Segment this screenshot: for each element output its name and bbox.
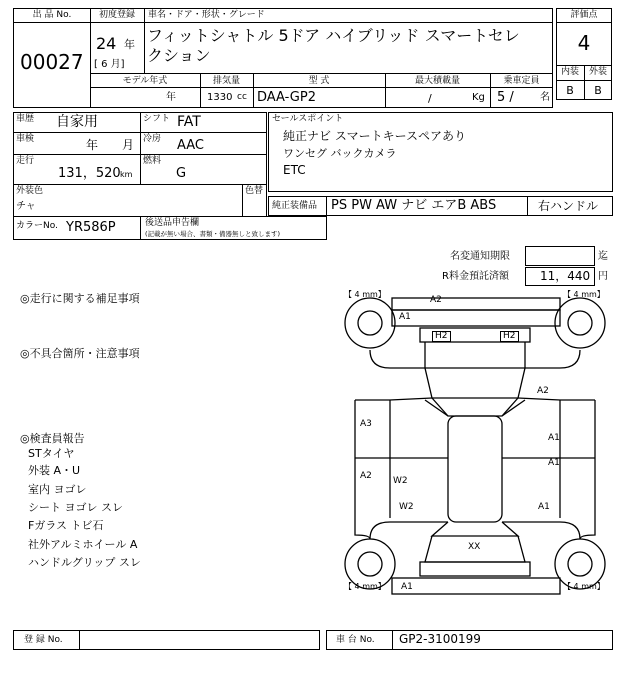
damage-mark: A1 <box>399 312 411 322</box>
wheel-front-left <box>345 298 395 348</box>
ac: AAC <box>177 138 204 153</box>
car-name: フィットシャトル 5ドア ハイブリッド スマートセレクション <box>147 26 520 65</box>
chassis-no: GP2-3100199 <box>399 632 481 646</box>
inspector-report-title: ◎検査員報告 <box>20 432 85 445</box>
displacement: 1330 <box>207 92 233 103</box>
damage-mark: XX <box>468 542 481 552</box>
shift-label: シフト <box>143 114 171 124</box>
registration-no-label: 登 録 No. <box>24 635 63 645</box>
fuel: G <box>176 166 187 181</box>
damage-mark: A1 <box>538 502 550 512</box>
sales-points-label: セールスポイント <box>272 114 344 124</box>
ac-label: 冷房 <box>143 134 162 144</box>
color-label: 外装色 <box>16 186 44 196</box>
max-load-label: 最大積載量 <box>414 76 460 86</box>
equipment: PS PW AW ナビ エアB ABS <box>331 198 497 213</box>
recycle-unit: 円 <box>598 271 608 282</box>
model-year-label: モデル年式 <box>122 76 168 86</box>
wheel-front-right <box>555 298 605 348</box>
color: チャ <box>16 201 36 212</box>
steering: 右ハンドル <box>538 199 599 213</box>
damage-mark: H2 <box>500 331 519 342</box>
damage-mark: H2 <box>432 331 451 342</box>
recycle-amount: 11，440 <box>540 269 591 283</box>
inspector-item: 室内 ヨゴレ <box>28 483 87 496</box>
tire-tread-rr: 【 4 mm】 <box>563 582 605 591</box>
color-no-label: カラーNo. <box>16 221 58 231</box>
first-reg-year: 24 <box>96 34 117 53</box>
inspector-item: STタイヤ <box>28 447 75 460</box>
interior-label: 内装 <box>560 67 579 77</box>
shaken-month-unit: 月 <box>122 138 135 152</box>
wheel-rear-right <box>555 539 605 589</box>
inspector-item: Fガラス トビ石 <box>28 519 104 532</box>
shaken-year-unit: 年 <box>86 138 99 152</box>
damage-mark: A2 <box>360 471 372 481</box>
displacement-label: 排気量 <box>212 76 240 86</box>
type-label: 型 式 <box>308 76 330 86</box>
score-label: 評価点 <box>570 10 598 20</box>
inspector-item: シート ヨゴレ スレ <box>28 501 123 514</box>
shift: FAT <box>177 114 201 130</box>
chassis-no-label: 車 台 No. <box>336 635 375 645</box>
equipment-label: 純正装備品 <box>272 201 318 211</box>
mileage: 131，520 <box>58 166 121 181</box>
shaken-label: 車検 <box>16 134 35 144</box>
first-reg-month: [ 6 月] <box>94 59 125 70</box>
late-docs-label: 後送品申告欄 <box>145 218 200 228</box>
mileage-unit: km <box>120 170 133 179</box>
mileage-label: 走行 <box>16 156 35 166</box>
capacity: 5 / <box>497 90 514 105</box>
inspector-item: 外装 A・U <box>28 464 81 477</box>
car-name-label: 車名・ドア・形状・グレード <box>148 10 265 20</box>
inspector-item: ハンドルグリップ スレ <box>28 556 141 569</box>
damage-mark: A2 <box>537 386 549 396</box>
capacity-unit: 名 <box>540 92 550 103</box>
damage-mark: W2 <box>399 502 414 512</box>
usage: 自家用 <box>56 114 98 130</box>
defects-notes-title: ◎不具合箇所・注意事項 <box>20 347 140 360</box>
max-load-unit: Kg <box>472 92 485 103</box>
sales-point-3: ETC <box>283 163 306 177</box>
lot-number: 00027 <box>20 50 84 74</box>
inspector-item: 社外アルミホイール A <box>28 538 138 551</box>
name-change-label: 名変通知期限 <box>450 251 510 262</box>
wheel-rear-left <box>345 539 395 589</box>
damage-mark: A1 <box>401 582 413 592</box>
late-docs-note: (記載が無い場合、書類・備器無しと致します) <box>145 230 281 238</box>
color-cell <box>13 184 267 217</box>
interior-grade: B <box>566 84 574 97</box>
model-year-unit: 年 <box>166 92 176 103</box>
tire-tread-rl: 【 4 mm】 <box>344 582 386 591</box>
sales-point-2: ワンセグ バックカメラ <box>283 147 397 160</box>
name-change-unit: 迄 <box>598 251 608 262</box>
damage-mark: A1 <box>548 458 560 468</box>
damage-mark: A3 <box>360 419 372 429</box>
type-value: DAA-GP2 <box>257 90 316 105</box>
score: 4 <box>577 31 591 55</box>
driving-notes-title: ◎走行に関する補足事項 <box>20 292 140 305</box>
first-reg-year-unit: 年 <box>124 38 135 51</box>
damage-mark: A2 <box>430 295 442 305</box>
capacity-label: 乗車定員 <box>503 76 540 86</box>
tire-tread-fl: 【 4 mm】 <box>344 290 386 299</box>
damage-mark: A1 <box>548 433 560 443</box>
color-no: YR586P <box>66 220 116 235</box>
sales-point-1: 純正ナビ スマートキースペアあり <box>283 129 466 143</box>
lot-number-label: 出 品 No. <box>32 10 72 20</box>
name-change-box <box>525 246 595 266</box>
tire-tread-fr: 【 4 mm】 <box>563 290 605 299</box>
recycle-label: R料金預託済額 <box>442 271 509 282</box>
fuel-label: 燃料 <box>143 156 162 166</box>
exterior-label: 外装 <box>588 67 607 77</box>
car-outline <box>330 290 620 610</box>
color-change-label: 色替 <box>245 186 264 196</box>
max-load-sep: / <box>428 92 432 105</box>
damage-mark: W2 <box>393 476 408 486</box>
displacement-unit: cc <box>237 92 247 102</box>
usage-label: 車歴 <box>16 114 35 124</box>
exterior-grade: B <box>594 84 602 97</box>
first-reg-label: 初度登録 <box>98 10 135 20</box>
